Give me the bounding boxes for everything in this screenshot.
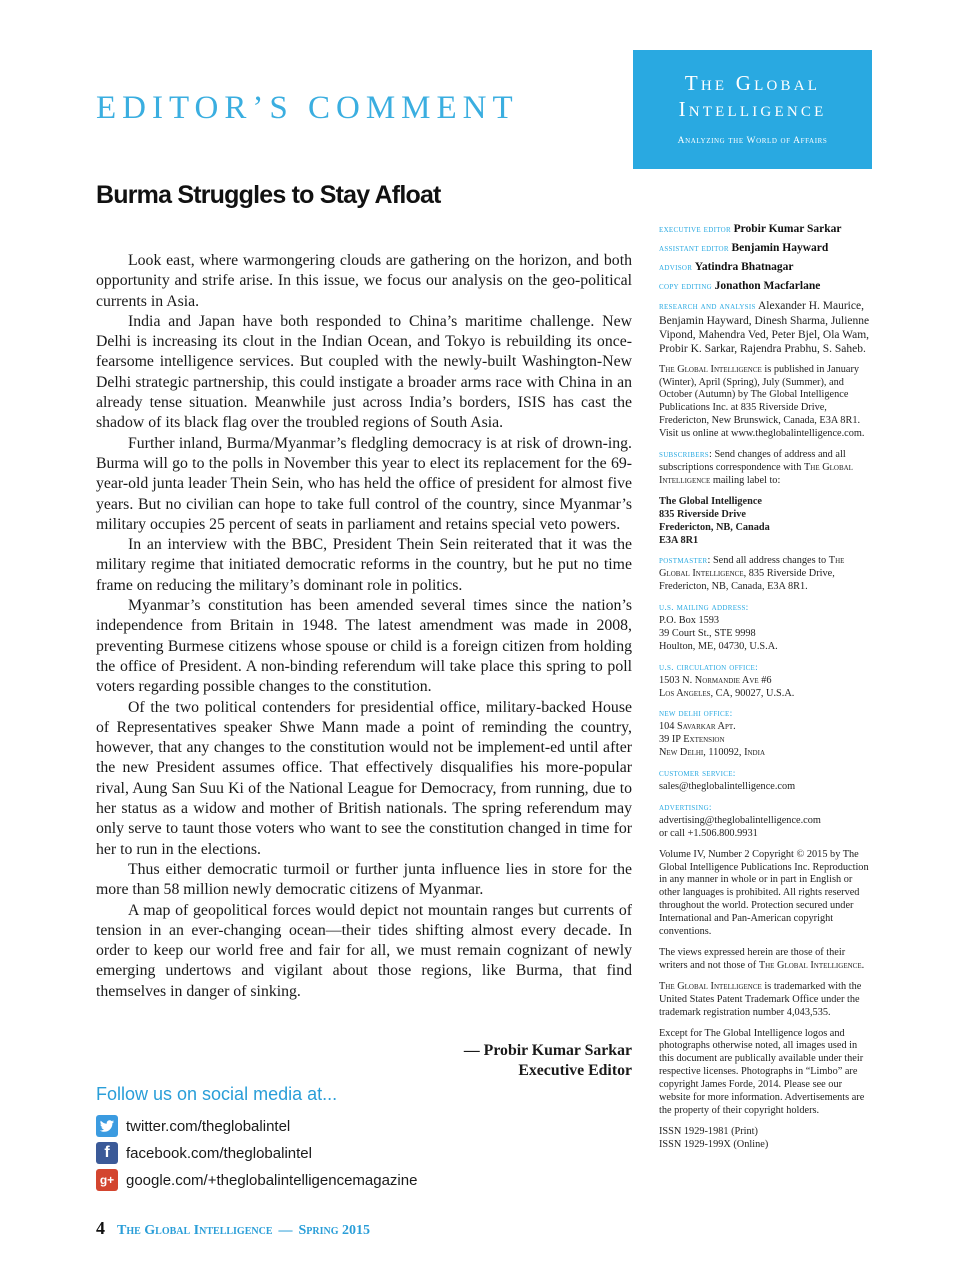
us-circulation-label: u.s. circulation office: [659,662,759,673]
address-line: P.O. Box 1593 [659,615,720,627]
staff-label: advisor [659,262,693,273]
postmaster-info: postmaster: Send all address changes to The Global Intelligence, 835 Riverside Drive, Fredericton, NB, Canada, E3A 8R1. [659,555,845,593]
staff-advisor [659,261,872,275]
customer-service-email[interactable]: sales@theglobalintelligence.com [659,781,796,792]
staff-executive-editor [659,223,872,237]
facebook-url[interactable]: facebook.com/theglobalintel [126,1144,312,1162]
trademark-text: is trademarked with the United States Patent Trademark Office under the trademark registration number 4,043,535. [659,980,862,1018]
issn-print: ISSN 1929-1981 (Print) [659,1125,758,1137]
research-analysis [659,299,872,356]
advertising-phone: or call +1.506.800.9931 [659,827,758,839]
mailing-line: The Global Intelligence [659,495,762,507]
postmaster-address: , 835 Riverside Drive, Fredericton, NB, Canada, E3A 8R1. [659,568,835,593]
article-paragraph: India and Japan have both responded to China’s maritime challenge. New Delhi is increasing its clout in the Indian Ocean, and Tokyo is rebuilding its once-fearsome intelligence services. But coupled with the newly-built Washington-New Delhi strategic partnership, this could instigate a broader arms race with China in an already tense situation. Meanwhile just across India’s borders, ISIS has cast the shadow of its black flag over the troubled regions of South Asia. [96,312,632,432]
subscribers-info: subscribers: Send changes of address and all subscriptions correspondence with The Global Intelligence mailing label to: [659,449,853,486]
postmaster-label: postmaster [659,556,708,567]
staff-copy-editing [659,280,872,294]
mailing-label-address [659,496,872,548]
new-delhi-label: new delhi office: [659,709,733,720]
facebook-link[interactable] [96,1142,312,1164]
staff-name: Probir Kumar Sarkar [733,223,842,235]
advertising-contact [659,802,872,841]
trademark-publication: The Global Intelligence [659,980,762,992]
facebook-icon: f [96,1142,118,1164]
address-line: Houlton, ME, 04730, U.S.A. [659,640,778,652]
google-plus-url[interactable]: google.com/+theglobalintelligencemagazine [126,1171,418,1189]
signature-title: Executive Editor [518,1062,632,1080]
article-paragraph: Myanmar’s constitution has been amended several times since the nation’s independence from Britain in 1948. The latest amendment was made in 2008, preventing Burmese citizens whose spouse or child is a foreign citizen from holding the office of President. A non-binding referendum will take place this spring to poll voters regarding possible changes to the constitution. [96,597,632,696]
staff-name: Yatindra Bhatnagar [694,260,794,273]
copyright-notice: Volume IV, Number 2 Copyright © 2015 by The Global Intelligence Publications Inc. Reproduction in any manner in whole or in part in English or other languages is prohibited. All rights reserved throughout the world. Protection secured under International and Pan-American copyright conventions. [659,848,869,938]
subscribers-publication: The Global Intelligence [659,461,853,486]
twitter-url[interactable]: twitter.com/theglobalintel [126,1117,291,1135]
google-plus-link[interactable] [96,1169,417,1191]
masthead-line-1: The Global [684,71,821,95]
address-line: 1503 N. Normandie Ave #6 [659,674,772,686]
customer-service-label: customer service: [659,769,736,780]
advertising-email[interactable]: advertising@theglobalintelligence.com [659,814,821,826]
subscribers-text: Send changes of address and all subscriptions correspondence with [659,449,846,473]
address-line: Los Angeles, CA, 90027, U.S.A. [659,687,795,699]
staff-assistant-editor [659,242,872,256]
issn-online: ISSN 1929-199X (Online) [659,1138,769,1150]
page-footer [96,1218,370,1239]
advertising-label: advertising: [659,802,712,813]
issn-numbers [659,1126,872,1152]
views-publication: The Global Intelligence. [758,959,865,971]
article-paragraph: Look east, where warmongering clouds are gathering on the horizon, and both opportunity and strife arise. In this issue, we focus our analysis on the geo-political currents in Asia. [96,252,632,310]
signature-name: — Probir Kumar Sarkar [463,1042,632,1059]
publication-name: The Global Intelligence [659,363,762,375]
staff-label: executive editor [659,225,731,235]
us-circulation-office [659,662,872,701]
research-names: Alexander H. Maurice, Benjamin Hayward, Dinesh Sharma, Julienne Vipond, Mahendra Ved, Peter Bjel, Ola Wam, Probir K. Sarkar, Rajendra Prabhu, S. Saheb. [659,299,870,355]
staff-label: assistant editor [659,243,729,254]
article-paragraph: Further inland, Burma/Myanmar’s fledgling democracy is at risk of drown-ing. Burma will go to the polls in November this year to elect its replacement for the 69-year-old junta leader Thein Sein, who has held the office of president for almost five years. But no civilian can hope to take full control of the country, since Myanmar’s military occupies 25 percent of seats in parliament and retains special veto powers. [96,434,632,533]
us-mailing-label: u.s. mailing address: [659,603,749,614]
new-delhi-office [659,708,872,760]
google-plus-icon: g+ [96,1169,118,1191]
address-line: New Delhi, 110092, India [659,747,765,759]
signature [300,1041,632,1082]
article-paragraph: Of the two political contenders for presidential office, military-backed House of Representatives speaker Shwe Mann made a point of reminding the country, however, that any changes to the constitution would not be implement-ed until after the new President assumes office. That effectively disqualifies his more-popular rival, Aung San Suu Ki of the National League for Democracy, from running, due to her status as a widow and mother of British nationals. The spring referendum may only serve to taunt those voters who want to see the constitution changed in time for her to run in the elections. [96,698,632,858]
address-line: 104 Savarkar Apt. [659,721,736,733]
postmaster-text: Send all address changes to [712,555,827,567]
views-disclaimer [659,947,872,973]
mailing-line: 835 Riverside Drive [659,508,746,520]
trademark-notice [659,981,872,1020]
us-mailing-address [659,602,872,654]
page-number: 4 [96,1218,105,1238]
staff-name: Benjamin Hayward [731,241,829,254]
masthead-logo [633,50,872,169]
footer-issue: Spring 2015 [298,1223,371,1238]
mailing-line: E3A 8R1 [659,534,699,546]
views-text: The views expressed herein are those of their writers and not those of [659,946,846,971]
article-paragraph: In an interview with the BBC, President Thein Sein reiterated that it was the military regime that initiated democratic reforms in the country, but he put no time frame on reducing the military’s dominant role in politics. [96,536,632,594]
masthead-sidebar [659,223,872,1160]
staff-name: Jonathon Macfarlane [714,279,821,292]
subscribers-label: subscribers [659,450,709,461]
social-heading: Follow us on social media at... [96,1084,338,1104]
mailing-line: Fredericton, NB, Canada [659,521,770,533]
address-line: 39 IP Extension [659,734,725,746]
images-note: Except for The Global Intelligence logos and photographs otherwise noted, all images used in this document are publically available under their respective licenses. Photographs in “Limbo” are copyright James Forde, 2014. Please see our website for more information. Advertisements are the property of their copyright holders. [659,1027,865,1116]
address-line: 39 Court St., STE 9998 [659,627,756,639]
twitter-icon [96,1115,118,1137]
research-label: research and analysis [659,301,756,312]
masthead-tagline: Analyzing the World of Affairs [677,136,828,146]
article-body [96,251,632,1002]
article-paragraph: A map of geopolitical forces would depict not mountain ranges but currents of tension in an ever-changing ocean—their tides shifting almost every decade. In order to keep our world free and fair for all, we must remain cognizant of newly emerging undertows and vigilant about those regions, like Burma, that find themselves in danger of sinking. [96,901,632,1000]
article-headline: Burma Struggles to Stay Afloat [96,181,441,209]
article-paragraph: Thus either democratic turmoil or further junta influence lies in store for the more than 58 million newly democratic citizens of Myanmar. [96,860,632,899]
staff-label: copy editing [659,281,713,292]
twitter-link[interactable] [96,1115,290,1137]
footer-publication: The Global Intelligence [117,1223,273,1238]
section-title: EDITOR’S COMMENT [96,90,519,126]
postmaster-publication: The Global Intelligence [659,555,845,580]
publication-text: is published in January (Winter), April (Spring), July (Summer), and October (Autumn) by The Global Intelligence Publications Inc. at 835 Riverside Drive, Fredericton, New Brunswick, Canada, E3A 8R1. Visit us online at www.theglobalintelligence.com. [659,363,865,440]
publication-info [659,364,872,441]
footer-separator: — [278,1223,293,1238]
masthead-line-2: Intelligence [678,97,827,121]
subscribers-suffix: mailing label to: [712,474,781,486]
customer-service [659,768,872,794]
